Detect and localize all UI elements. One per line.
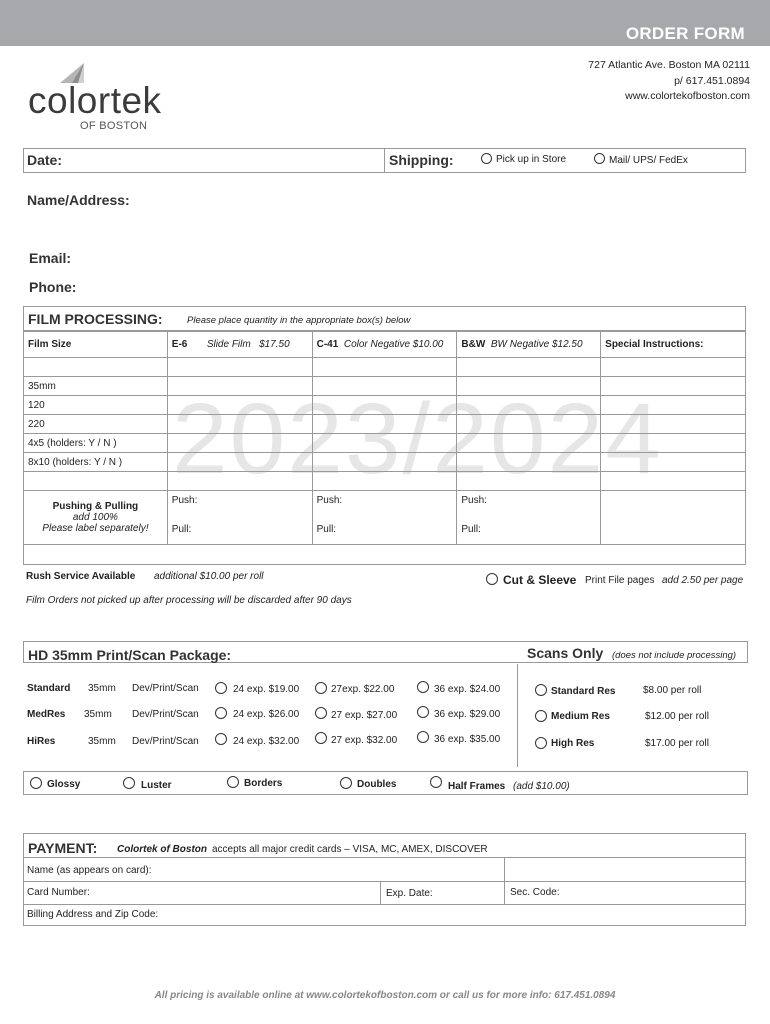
- hd-row-type: Dev/Print/Scan: [132, 736, 199, 747]
- special-instructions-cell[interactable]: [601, 472, 746, 491]
- scans-only-title: Scans Only: [527, 645, 604, 661]
- hd-27exp-label: 27 exp. $32.00: [331, 735, 398, 746]
- billing-address-field[interactable]: [23, 905, 746, 926]
- exp-date-label: Exp. Date:: [386, 888, 433, 899]
- date-label: Date:: [27, 152, 63, 168]
- cut-sleeve-label: Cut & Sleeve: [503, 573, 577, 587]
- hd-row-name: HiRes: [27, 736, 56, 747]
- pushing-title: Pushing & Pulling: [52, 501, 139, 512]
- payment-title: PAYMENT:: [28, 840, 98, 856]
- bw-desc: BW Negative $12.50: [490, 339, 583, 350]
- qty-cell[interactable]: [167, 377, 312, 396]
- special-instructions-cell[interactable]: [601, 453, 746, 472]
- hd-24exp-label: 24 exp. $19.00: [233, 684, 300, 695]
- hd-24exp-radio[interactable]: [215, 682, 227, 694]
- name-address-label: Name/Address:: [27, 192, 130, 208]
- luster-label: Luster: [141, 780, 172, 791]
- hd-row-type: Dev/Print/Scan: [132, 683, 199, 694]
- mail-label: Mail/ UPS/ FedEx: [609, 155, 688, 166]
- hd-row-size: 35mm: [84, 709, 112, 720]
- bw-push-pull-cell[interactable]: [457, 491, 601, 545]
- scan-standard-label: Standard Res: [551, 686, 616, 697]
- borders-label: Borders: [244, 778, 283, 789]
- film-size-120: 120: [24, 396, 168, 415]
- year-watermark: 2023/2024: [172, 383, 663, 495]
- billing-address-label: Billing Address and Zip Code:: [27, 909, 159, 920]
- qty-cell[interactable]: [457, 396, 601, 415]
- special-instructions-cell[interactable]: [601, 396, 746, 415]
- hd-24exp-label: 24 exp. $26.00: [233, 709, 300, 720]
- card-number-label: Card Number:: [27, 887, 90, 898]
- hd-27exp-radio[interactable]: [315, 707, 327, 719]
- special-instructions-cell[interactable]: [601, 415, 746, 434]
- hd-row-size: 35mm: [88, 683, 116, 694]
- cut-sleeve-price: add 2.50 per page: [662, 575, 744, 586]
- scan-high-price: $17.00 per roll: [645, 738, 709, 749]
- logo-wordmark: colortek: [28, 80, 162, 121]
- sec-code-label: Sec. Code:: [510, 887, 560, 898]
- borders-radio[interactable]: [227, 776, 239, 788]
- hd-27exp-radio[interactable]: [315, 682, 327, 694]
- hd-24exp-label: 24 exp. $32.00: [233, 736, 300, 747]
- qty-cell[interactable]: [167, 472, 312, 491]
- scans-divider: [517, 664, 518, 767]
- header-bar: [0, 0, 770, 46]
- phone-label: Phone:: [29, 279, 77, 295]
- qty-cell[interactable]: [167, 415, 312, 434]
- hd-24exp-radio[interactable]: [215, 707, 227, 719]
- hd-27exp-label: 27 exp. $27.00: [331, 710, 398, 721]
- discard-notice: Film Orders not picked up after processing will be discarded after 90 days: [26, 595, 352, 606]
- glossy-label: Glossy: [47, 779, 81, 790]
- hd-36exp-label: 36 exp. $24.00: [434, 684, 501, 695]
- cut-sleeve-desc: Print File pages: [585, 575, 655, 586]
- special-instructions-header: Special Instructions:: [601, 332, 746, 358]
- e6-price: $17.50: [259, 339, 290, 350]
- half-frames-label: Half Frames: [448, 781, 506, 792]
- special-instructions-cell[interactable]: [601, 434, 746, 453]
- cut-sleeve-radio[interactable]: [486, 573, 498, 585]
- name-address-field[interactable]: [140, 188, 740, 238]
- qty-cell[interactable]: [457, 453, 601, 472]
- e6-header: [167, 332, 312, 358]
- pushing-pulling-cell: [24, 491, 168, 545]
- qty-cell[interactable]: [457, 472, 601, 491]
- qty-cell[interactable]: [167, 434, 312, 453]
- half-frames-radio[interactable]: [430, 776, 442, 788]
- email-field[interactable]: [80, 246, 740, 266]
- card-name-field[interactable]: [23, 858, 505, 881]
- hd-36exp-label: 36 exp. $29.00: [434, 709, 501, 720]
- hd-36exp-radio[interactable]: [417, 731, 429, 743]
- hd-row-name: MedRes: [27, 709, 66, 720]
- e6-code: E-6: [171, 339, 188, 350]
- hd-row-type: Dev/Print/Scan: [132, 709, 199, 720]
- scan-medium-label: Medium Res: [551, 711, 610, 722]
- qty-cell[interactable]: [167, 358, 312, 377]
- scan-high-radio[interactable]: [535, 737, 547, 749]
- payment-text: accepts all major credit cards – VISA, MC, AMEX, DISCOVER: [212, 844, 488, 855]
- address-website: www.colortekofboston.com: [625, 90, 750, 102]
- scan-medium-price: $12.00 per roll: [645, 711, 709, 722]
- mail-radio[interactable]: [594, 153, 605, 164]
- qty-cell[interactable]: [457, 434, 601, 453]
- luster-radio[interactable]: [123, 777, 135, 789]
- phone-field[interactable]: [84, 275, 740, 295]
- form-title: ORDER FORM: [625, 24, 745, 43]
- qty-cell[interactable]: [312, 453, 457, 472]
- scan-high-label: High Res: [551, 738, 595, 749]
- half-frames-price: (add $10.00): [513, 781, 570, 792]
- spacer-cell: [24, 472, 168, 491]
- film-processing-table: [23, 331, 746, 565]
- film-table-footer-row[interactable]: [24, 545, 746, 565]
- pickup-radio[interactable]: [481, 153, 492, 164]
- film-size-35mm: 35mm: [24, 377, 168, 396]
- pushing-sub: add 100%: [72, 512, 118, 523]
- card-number-field[interactable]: [23, 882, 381, 904]
- rush-label: Rush Service Available: [26, 571, 136, 582]
- e6-desc: Slide Film: [206, 339, 251, 350]
- footer-note: All pricing is available online at www.colortekofboston.com or call us for more info: 617.451.0894: [154, 990, 616, 1001]
- address-line: 727 Atlantic Ave. Boston MA 02111: [588, 59, 750, 71]
- push-label: Push:: [461, 495, 487, 506]
- scan-medium-radio[interactable]: [535, 710, 547, 722]
- address-phone: p/ 617.451.0894: [674, 74, 750, 87]
- pull-label: Pull:: [316, 524, 337, 535]
- hd-36exp-radio[interactable]: [417, 681, 429, 693]
- special-instructions-cell[interactable]: [601, 377, 746, 396]
- sec-code-field[interactable]: [505, 882, 746, 904]
- film-size-4x5: 4x5 (holders: Y / N ): [24, 434, 168, 453]
- spacer-cell: [24, 358, 168, 377]
- push-label: Push:: [171, 495, 198, 506]
- film-processing-title: FILM PROCESSING:: [28, 311, 163, 327]
- exp-date-field[interactable]: [381, 882, 505, 904]
- push-label: Push:: [316, 495, 343, 506]
- qty-cell[interactable]: [167, 396, 312, 415]
- qty-cell[interactable]: [312, 396, 457, 415]
- film-size-8x10: 8x10 (holders: Y / N ): [24, 453, 168, 472]
- c41-header: [312, 332, 457, 358]
- bw-header: [457, 332, 601, 358]
- e6-push-pull-cell[interactable]: [167, 491, 312, 545]
- scan-standard-price: $8.00 per roll: [643, 685, 702, 696]
- special-instructions-cell[interactable]: [601, 491, 746, 545]
- pull-label: Pull:: [461, 524, 481, 535]
- film-size-header: Film Size: [24, 332, 168, 358]
- hd-24exp-radio[interactable]: [215, 733, 227, 745]
- rush-price: additional $10.00 per roll: [154, 571, 264, 582]
- hd-27exp-radio[interactable]: [315, 732, 327, 744]
- film-processing-note: Please place quantity in the appropriate box(s) below: [187, 315, 411, 326]
- hd-row-name: Standard: [27, 683, 71, 694]
- qty-cell[interactable]: [312, 472, 457, 491]
- qty-cell[interactable]: [457, 415, 601, 434]
- scans-only-note: (does not include processing): [612, 650, 737, 661]
- film-size-220: 220: [24, 415, 168, 434]
- bw-code: B&W: [461, 339, 486, 350]
- shipping-label: Shipping:: [389, 152, 454, 168]
- email-label: Email:: [29, 250, 72, 266]
- qty-cell[interactable]: [312, 358, 457, 377]
- hd-36exp-label: 36 exp. $35.00: [434, 734, 501, 745]
- qty-cell[interactable]: [312, 377, 457, 396]
- doubles-label: Doubles: [357, 779, 397, 790]
- qty-cell[interactable]: [312, 434, 457, 453]
- qty-cell[interactable]: [312, 415, 457, 434]
- qty-cell[interactable]: [457, 377, 601, 396]
- hd-36exp-radio[interactable]: [417, 706, 429, 718]
- doubles-radio[interactable]: [340, 777, 352, 789]
- glossy-radio[interactable]: [30, 777, 42, 789]
- c41-push-pull-cell[interactable]: [312, 491, 457, 545]
- card-name-label: Name (as appears on card):: [27, 865, 152, 876]
- qty-cell[interactable]: [457, 358, 601, 377]
- qty-cell[interactable]: [167, 453, 312, 472]
- pickup-label: Pick up in Store: [496, 154, 567, 165]
- pushing-note: Please label separately!: [42, 523, 149, 534]
- payment-company: Colortek of Boston: [117, 844, 207, 855]
- pull-label: Pull:: [171, 524, 192, 535]
- hd-27exp-label: 27exp. $22.00: [331, 684, 395, 695]
- date-field[interactable]: [23, 148, 385, 173]
- c41-desc: Color Negative $10.00: [343, 339, 444, 350]
- hd-row-size: 35mm: [88, 736, 116, 747]
- logo-subtitle: OF BOSTON: [80, 120, 148, 132]
- scan-standard-radio[interactable]: [535, 684, 547, 696]
- hd-package-title: HD 35mm Print/Scan Package:: [28, 647, 232, 663]
- special-instructions-cell[interactable]: [601, 358, 746, 377]
- c41-code: C-41: [316, 339, 339, 350]
- address-block: [588, 58, 750, 105]
